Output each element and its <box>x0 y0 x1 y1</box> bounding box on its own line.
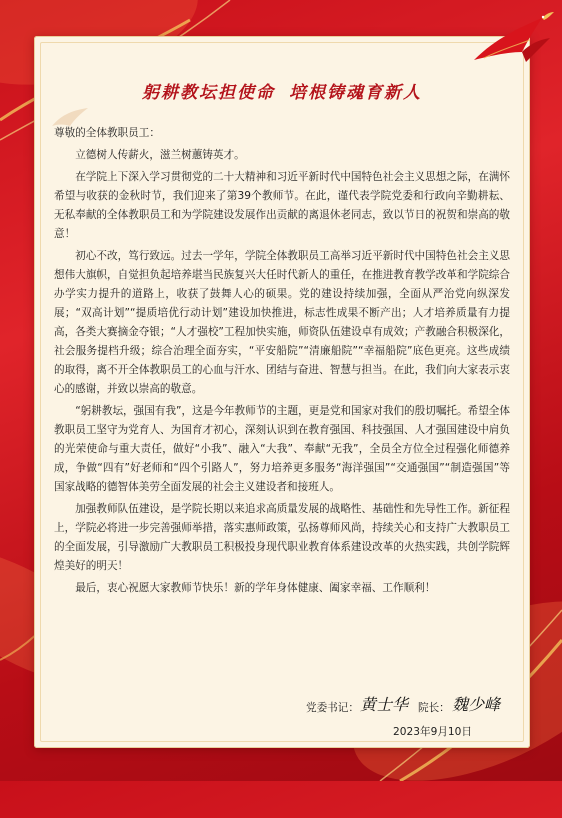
salutation: 尊敬的全体教职员工： <box>54 127 160 139</box>
president-signature: 魏少峰 <box>452 695 501 714</box>
page-title <box>34 78 530 103</box>
letter-paragraph: “躬耕教坛，强国有我”，这是今年教师节的主题，更是党和国家对我们的殷切嘱托。希望全体教职员工坚守为党育人、为国育才初心，深刻认识到在教育强国、科技强国、人才强国建设中肩负的光荣使命与重大责任，做好“小我”、融入“大我”、奉献“无我”，全员全方位全过程强化师德养成，争做“四有”好老师和“四个引路人”，努力培养更多服务“海洋强国”“交通强国”“制造强国”等国家战略的德智体美劳全面发展的社会主义建设者和接班人。 <box>54 405 510 493</box>
signature-row <box>34 692 530 722</box>
letter-paragraph: 最后，衷心祝愿大家教师节快乐！新的学年身体健康、阖家幸福、工作顺利！ <box>75 582 436 594</box>
bird-icon <box>464 0 556 92</box>
letter-paragraph: 在学院上下深入学习贯彻党的二十大精神和习近平新时代中国特色社会主义思想之际，在满怀希望与收获的金秋时节，我们迎来了第39个教师节。在此，谨代表学院党委和行政向辛勤耕耘、无私奉献的全体教职员工和为学院建设发展作出贡献的离退休老同志，致以节日的祝贺和崇高的敬意！ <box>54 171 510 240</box>
title-part-2: 培根铸魂育新人 <box>289 83 422 103</box>
letter-paragraph: 初心不改，笃行致远。过去一学年，学院全体教职员工高举习近平新时代中国特色社会主义思想伟大旗帜，自觉担负起培养堪当民族复兴大任时代新人的重任，在推进教育教学改革和学院综合办学实力提升的道路上，收获了鼓舞人心的硕果。党的建设持续加强，全面从严治党向纵深发展；“双高计划”“提质培优行动计划”建设加快推进，标志性成果不断产出；人才培养质量有力提高，各类大赛摘金夺银；“人才强校”工程加快实施，师资队伍建设卓有成效；产教融合积极深化，社会服务提档升级；综合治理全面夯实，“平安船院”“清廉船院”“幸福船院”底色更亮。这些成绩的取得，离不开全体教职员工的心血与汗水、团结与奋进、智慧与担当。在此，我们向大家表示衷心的感谢，并致以崇高的敬意。 <box>54 250 510 395</box>
title-part-1: 躬耕教坛担使命 <box>142 83 275 103</box>
secretary-label: 党委书记： <box>306 702 359 714</box>
letter-body <box>54 124 510 598</box>
letter-paper <box>34 36 530 748</box>
letter-paragraph: 加强教师队伍建设，是学院长期以来追求高质量发展的战略性、基础性和先导性工作。新征程上，学院必将进一步完善强师举措，落实惠师政策，弘扬尊师风尚，持续关心和支持广大教职员工的全面发展，引导激励广大教职员工积极投身现代职业教育体系建设改革的火热实践，共创学院辉煌美好的明天！ <box>54 503 510 572</box>
letter-paragraph: 立德树人传薪火，滋兰树蕙铸英才。 <box>75 149 245 161</box>
secretary-signature: 黄士华 <box>360 695 409 714</box>
letter-date: 2023年9月10日 <box>393 726 472 738</box>
president-label: 院长： <box>418 702 450 714</box>
